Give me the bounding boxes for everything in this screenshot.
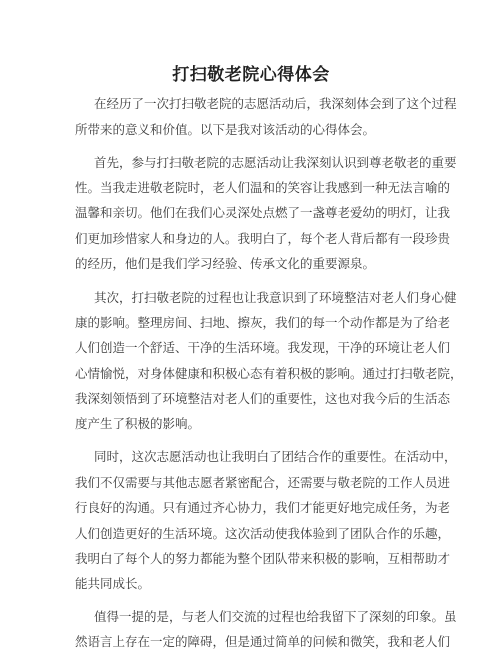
- paragraph-2-line-3: 温馨和亲切。他们在我们心灵深处点燃了一盏尊老爱幼的明灯，让我: [75, 205, 451, 220]
- paragraph-3-line-4: 心情愉悦，对身体健康和积极心态有着积极的影响。通过打扫敬老院，: [75, 366, 463, 381]
- paragraph-3-line-5: 我深刻领悟到了环境整洁对老人们的重要性，这也对我今后的生活态: [75, 391, 451, 406]
- paragraph-4-line-5: 我明白了每个人的努力都能为整个团队带来积极的影响，互相帮助才: [75, 551, 451, 566]
- paragraph-4-line-2: 我们不仅需要与其他志愿者紧密配合，还需要与敬老院的工作人员进: [75, 475, 451, 490]
- paragraph-2-line-5: 的经历，他们是我们学习经验、传承文化的重要源泉。: [75, 256, 376, 271]
- paragraph-3-line-6: 度产生了积极的影响。: [75, 416, 201, 431]
- paragraph-4-line-1: 同时，这次志愿活动也让我明白了团结合作的重要性。在活动中，: [94, 449, 457, 464]
- paragraph-3-line-3: 人们创造一个舒适、干净的生活环境。我发现，干净的环境让老人们: [75, 340, 451, 355]
- paragraph-2-line-1: 首先，参与打扫敬老院的志愿活动让我深刻认识到尊老敬老的重要: [94, 155, 457, 170]
- paragraph-2-line-2: 性。当我走进敬老院时，老人们温和的笑容让我感到一种无法言喻的: [75, 180, 451, 195]
- document-title: 打扫敬老院心得体会: [172, 65, 330, 85]
- paragraph-1-line-1: 在经历了一次打扫敬老院的志愿活动后，我深刻体会到了这个过程: [94, 96, 457, 111]
- paragraph-3-line-1: 其次，打扫敬老院的过程也让我意识到了环境整洁对老人们身心健: [94, 290, 457, 305]
- paragraph-5-line-2: 然语言上存在一定的障碍，但是通过简单的问候和微笑，我和老人们: [75, 634, 451, 649]
- paragraph-4-line-3: 行良好的沟通。只有通过齐心协力，我们才能更好地完成任务，为老: [75, 500, 451, 515]
- paragraph-2-line-4: 们更加珍惜家人和身边的人。我明白了，每个老人背后都有一段珍贵: [75, 231, 451, 246]
- paragraph-5-line-1: 值得一提的是，与老人们交流的过程也给我留下了深刻的印象。虽: [94, 609, 457, 624]
- paragraph-4-line-6: 能共同成长。: [75, 576, 151, 591]
- paragraph-3-line-2: 康的影响。整理房间、扫地、擦灰，我们的每一个动作都是为了给老: [75, 315, 451, 330]
- paragraph-1-line-2: 所带来的意义和价值。以下是我对该活动的心得体会。: [75, 122, 376, 137]
- paragraph-4-line-4: 人们创造更好的生活环境。这次活动使我体验到了团队合作的乐趣，: [75, 526, 451, 541]
